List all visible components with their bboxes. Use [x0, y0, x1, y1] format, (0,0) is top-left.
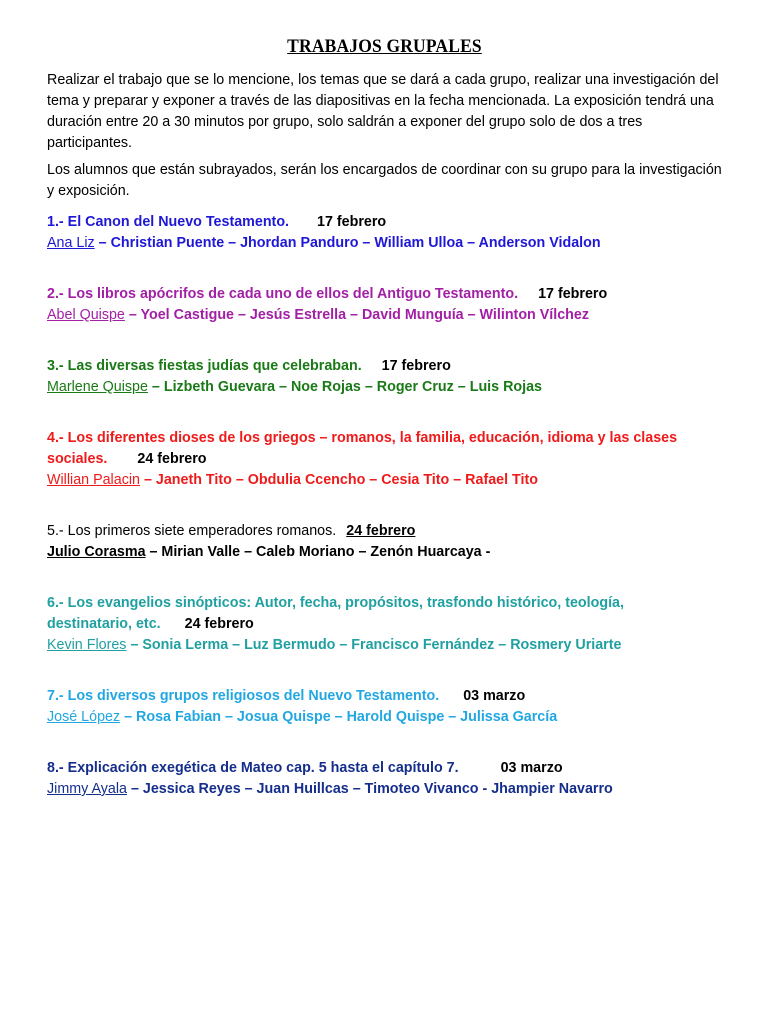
- group-members: – Christian Puente – Jhordan Panduro – William Ulloa – Anderson Vidalon: [94, 235, 601, 251]
- group-topic-continued: destinatario, etc.: [47, 616, 161, 632]
- group-topic-line: [47, 449, 722, 470]
- group-topic-line: [47, 284, 722, 305]
- group-entry: [47, 686, 722, 728]
- group-leader: Kevin Flores: [47, 637, 127, 653]
- group-members-line: [47, 377, 722, 398]
- group-members-line: [47, 707, 722, 728]
- group-date: 17 febrero: [381, 358, 451, 374]
- group-members-line: [47, 542, 722, 563]
- page-title: TRABAJOS GRUPALES: [287, 36, 482, 57]
- group-topic: 8.- Explicación exegética de Mateo cap. 5 hasta el capítulo 7.: [47, 760, 459, 776]
- group-date: 03 marzo: [500, 760, 563, 776]
- group-topic: 1.- El Canon del Nuevo Testamento.: [47, 214, 290, 230]
- group-topic: 2.- Los libros apócrifos de cada uno de ellos del Antiguo Testamento.: [47, 286, 519, 302]
- group-entry: [47, 593, 722, 656]
- group-members: – Rosa Fabian – Josua Quispe – Harold Quispe – Julissa García: [120, 709, 558, 725]
- group-topic-line: [47, 686, 722, 707]
- group-topic-continued: sociales.: [47, 451, 108, 467]
- group-topic-line: [47, 758, 722, 779]
- group-topic: 3.- Las diversas fiestas judías que celebraban.: [47, 358, 362, 374]
- group-leader: Julio Corasma: [47, 544, 146, 560]
- group-entry: [47, 758, 722, 800]
- group-topic-line: [47, 212, 722, 233]
- group-members-line: [47, 779, 722, 800]
- group-topic-line: [47, 356, 722, 377]
- group-entry: [47, 284, 722, 326]
- group-topic: 6.- Los evangelios sinópticos: Autor, fecha, propósitos, trasfondo histórico, teología,: [47, 595, 624, 611]
- group-members: – Yoel Castigue – Jesús Estrella – David Munguía – Wilinton Vílchez: [124, 307, 590, 323]
- group-date: 17 febrero: [538, 286, 608, 302]
- group-entry: [47, 428, 722, 491]
- group-date: 17 febrero: [317, 214, 387, 230]
- group-date: 03 marzo: [463, 688, 526, 704]
- group-members: – Lizbeth Guevara – Noe Rojas – Roger Cruz – Luis Rojas: [147, 379, 543, 395]
- group-members-line: [47, 470, 722, 491]
- group-members: – Janeth Tito – Obdulia Ccencho – Cesia Tito – Rafael Tito: [139, 472, 538, 488]
- group-date: 24 febrero: [346, 523, 416, 539]
- group-leader: Marlene Quispe: [47, 379, 148, 395]
- group-members-line: [47, 233, 722, 254]
- group-leader: Jimmy Ayala: [47, 781, 127, 797]
- group-topic-line: [47, 614, 722, 635]
- group-date: 24 febrero: [137, 451, 207, 467]
- group-members-line: [47, 635, 722, 656]
- group-topic: 4.- Los diferentes dioses de los griegos – romanos, la familia, educación, idioma y las clases: [47, 430, 678, 446]
- group-leader: José López: [47, 709, 121, 725]
- group-members: – Jessica Reyes – Juan Huillcas – Timoteo Vivanco - Jhampier Navarro: [126, 781, 613, 797]
- group-topic-line: [47, 428, 722, 449]
- intro-paragraph: Realizar el trabajo que se lo mencione, los temas que se dará a cada grupo, realizar una investigación del tema y preparar y exponer a través de las diapositivas en la fecha mencionada. La exposición tendrá una duración entre 20 a 30 minutos por grupo, solo saldrán a exponer del grupo solo de dos a tres participantes.: [47, 72, 719, 151]
- group-members: – Mirian Valle – Caleb Moriano – Zenón Huarcaya -: [145, 544, 491, 560]
- group-date: 24 febrero: [184, 616, 254, 632]
- group-leader: Abel Quispe: [47, 307, 125, 323]
- group-members: – Sonia Lerma – Luz Bermudo – Francisco Fernández – Rosmery Uriarte: [126, 637, 622, 653]
- group-topic: 5.- Los primeros siete emperadores romanos.: [47, 523, 337, 539]
- group-members-line: [47, 305, 722, 326]
- group-entry: [47, 212, 722, 254]
- group-entry: [47, 356, 722, 398]
- group-entry: [47, 521, 722, 563]
- group-leader: Willian Palacin: [47, 472, 140, 488]
- intro-paragraph: Los alumnos que están subrayados, serán los encargados de coordinar con su grupo para la investigación y exposición.: [47, 162, 722, 199]
- group-leader: Ana Liz: [47, 235, 95, 251]
- group-topic: 7.- Los diversos grupos religiosos del Nuevo Testamento.: [47, 688, 440, 704]
- group-topic-line: [47, 521, 722, 542]
- group-topic-line: [47, 593, 722, 614]
